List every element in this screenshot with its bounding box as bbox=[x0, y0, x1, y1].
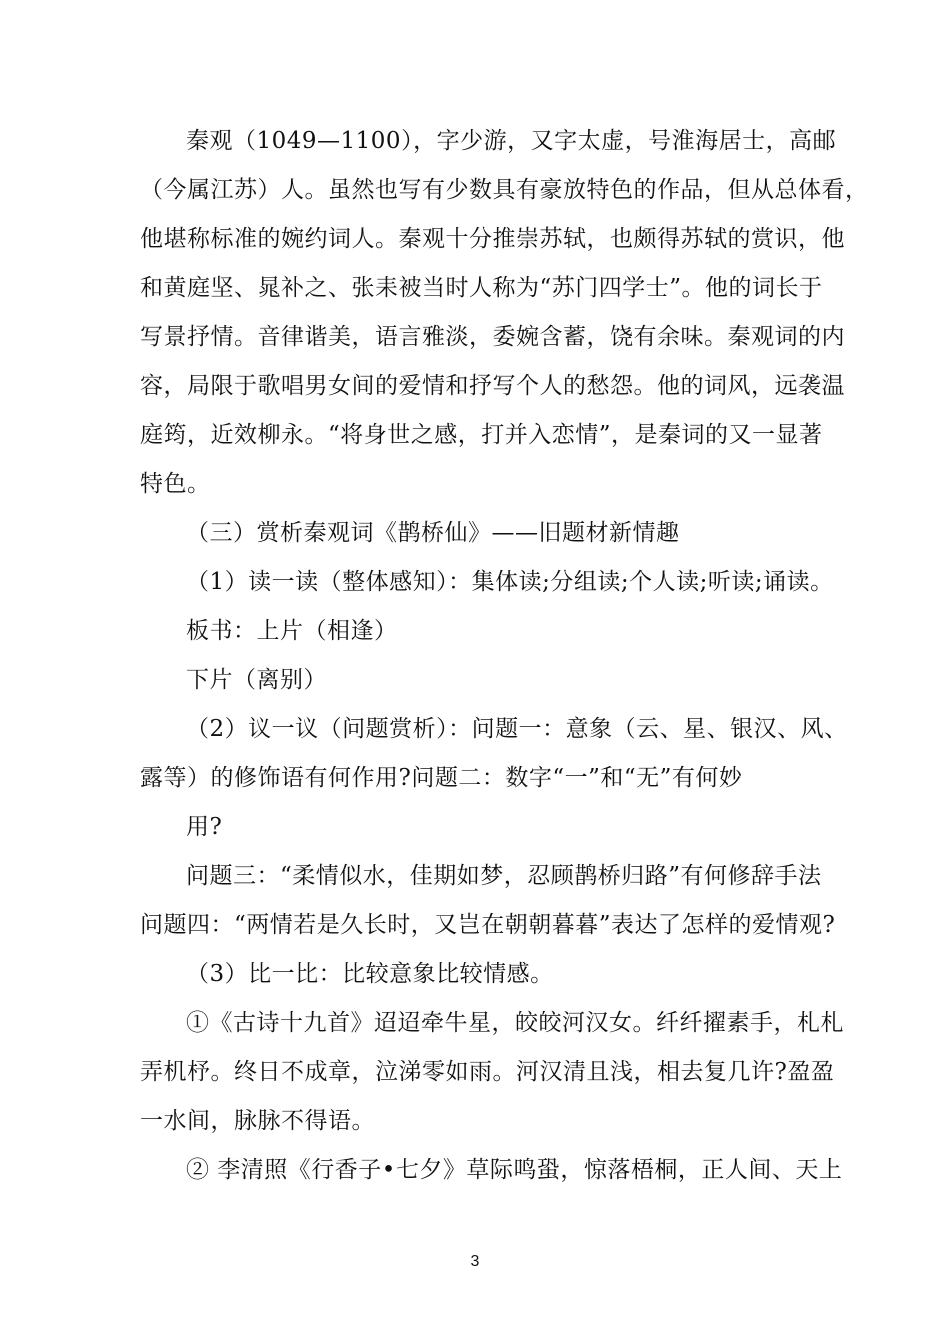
text-line: （1）读一读（整体感知）：集体读;分组读;个人读;听读;诵读。 bbox=[186, 569, 834, 595]
text-line: 板书：上片（相逢） bbox=[186, 618, 398, 644]
text-line: 问题四：“两情若是久长时，又岂在朝朝暮暮”表达了怎样的爱情观? bbox=[140, 912, 836, 938]
text-line: 特色。 bbox=[140, 471, 211, 497]
text-line: 一水间，脉脉不得语。 bbox=[140, 1108, 375, 1134]
text-line: （2）议一议（问题赏析）：问题一：意象（云、星、银汉、风、 bbox=[186, 716, 848, 742]
text-line: 容，局限于歌唱男女间的爱情和抒写个人的愁怨。他的词风，远袭温 bbox=[140, 373, 845, 399]
text-line: 用? bbox=[186, 814, 223, 840]
text-line: （3）比一比：比较意象比较情感。 bbox=[186, 961, 554, 987]
text-line: 秦观（1049—1100），字少游，又字太虚，号淮海居士，高邮 bbox=[186, 128, 837, 154]
text-line: 和黄庭坚、晁补之、张耒被当时人称为“苏门四学士”。他的词长于 bbox=[140, 275, 823, 301]
text-line: 他堪称标准的婉约词人。秦观十分推崇苏轼，也颇得苏轼的赏识，他 bbox=[140, 226, 845, 252]
text-line: 露等）的修饰语有何作用?问题二：数字“一”和“无”有何妙 bbox=[140, 765, 743, 791]
text-line: 下片（离别） bbox=[186, 667, 327, 693]
text-line: ①《古诗十九首》迢迢牵牛星，皎皎河汉女。纤纤擢素手，札札 bbox=[186, 1010, 844, 1036]
text-line: 问题三：“柔情似水，佳期如梦，忍顾鹊桥归路”有何修辞手法 bbox=[186, 863, 822, 889]
text-line: 庭筠，近效柳永。“将身世之感，打并入恋情”，是秦词的又一显著 bbox=[140, 422, 823, 448]
section-heading: （三）赏析秦观词《鹊桥仙》——旧题材新情趣 bbox=[186, 520, 680, 546]
text-line: 弄机杼。终日不成章，泣涕零如雨。河汉清且浅，相去复几许?盈盈 bbox=[140, 1059, 835, 1085]
text-line: （今属江苏）人。虽然也写有少数具有豪放特色的作品，但从总体看， bbox=[140, 177, 869, 203]
page-number: 3 bbox=[470, 1253, 480, 1270]
text-line: ② 李清照《行香子•七夕》草际鸣蛩，惊落梧桐，正人间、天上 bbox=[186, 1157, 843, 1183]
text-line: 写景抒情。音律谐美，语言雅淡，委婉含蓄，饶有余味。秦观词的内 bbox=[140, 324, 845, 350]
